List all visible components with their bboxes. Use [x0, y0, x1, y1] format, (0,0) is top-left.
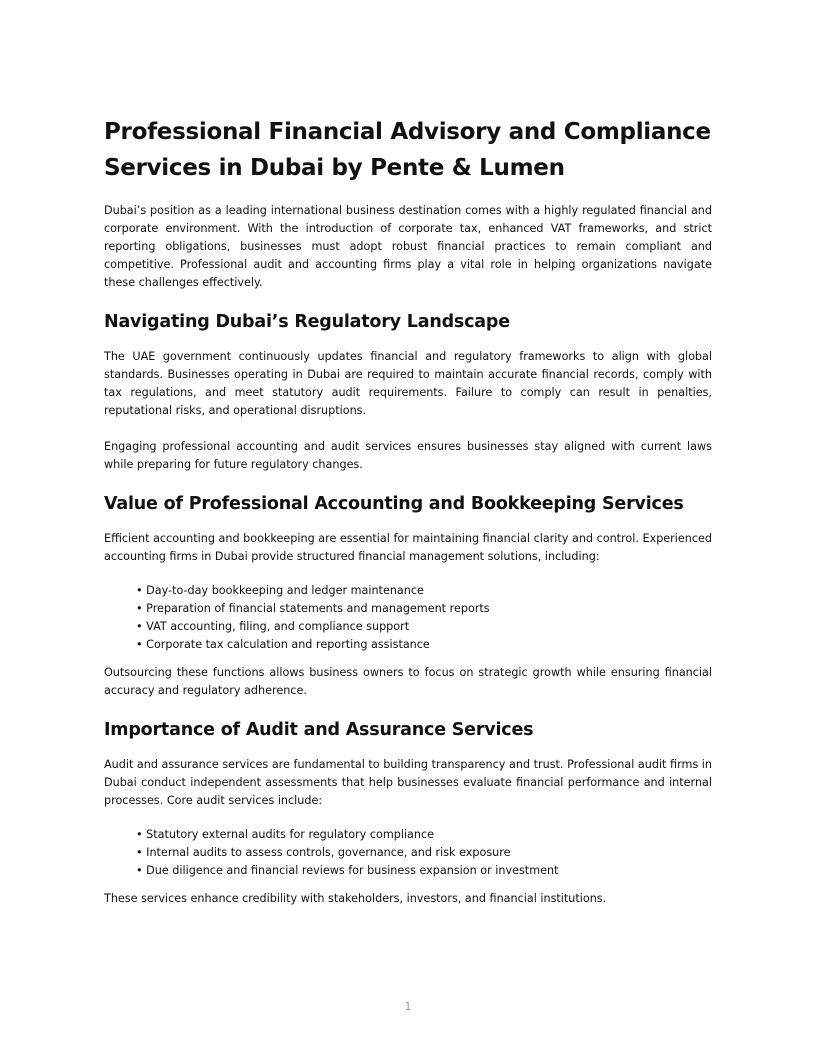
- section-heading: Navigating Dubai’s Regulatory Landscape: [104, 312, 510, 332]
- list-item: • Day-to-day bookkeeping and ledger maintenance: [136, 584, 424, 597]
- list-item: • Due diligence and financial reviews for business expansion or investment: [136, 864, 559, 877]
- bullet-list: [104, 582, 712, 654]
- section-closing-paragraph: Outsourcing these functions allows business owners to focus on strategic growth while ensuring financial accuracy and regulatory adherence.: [104, 666, 712, 697]
- page-number: 1: [404, 1000, 412, 1013]
- section-accounting-bookkeeping: [104, 492, 712, 700]
- section-closing-paragraph: These services enhance credibility with stakeholders, investors, and financial institutions.: [104, 892, 607, 905]
- section-heading: Importance of Audit and Assurance Services: [104, 720, 534, 740]
- list-item: • Internal audits to assess controls, governance, and risk exposure: [136, 846, 511, 859]
- list-item: • Corporate tax calculation and reporting assistance: [136, 638, 430, 651]
- list-item: • Statutory external audits for regulatory compliance: [136, 828, 435, 841]
- section-paragraph: Engaging professional accounting and audit services ensures businesses stay aligned with current laws while preparing for future regulatory changes.: [104, 440, 712, 471]
- section-audit-assurance: [104, 718, 712, 908]
- section-paragraph: Efficient accounting and bookkeeping are essential for maintaining financial clarity and control. Experienced accounting firms in Dubai provide structured financial management solutions, including:: [104, 532, 712, 563]
- section-paragraph: The UAE government continuously updates financial and regulatory frameworks to align with global standards. Businesses operating in Dubai are required to maintain accurate financial records, comply with tax regulations, and meet statutory audit requirements. Failure to comply can result in penalties, reputational risks, and operational disruptions.: [104, 350, 712, 417]
- list-item: • VAT accounting, filing, and compliance support: [136, 620, 410, 633]
- intro-paragraph: Dubai’s position as a leading international business destination comes with a highly regulated financial and corporate environment. With the introduction of corporate tax, enhanced VAT frameworks, and strict reporting obligations, businesses must adopt robust financial practices to remain compliant and competitive. Professional audit and accounting firms play a vital role in helping organizations navigate these challenges effectively.: [104, 204, 712, 289]
- list-item: • Preparation of financial statements and management reports: [136, 602, 490, 615]
- section-heading: Value of Professional Accounting and Bookkeeping Services: [104, 494, 684, 514]
- bullet-list: [104, 826, 712, 880]
- document-page: [104, 114, 712, 926]
- section-regulatory-landscape: [104, 310, 712, 474]
- section-paragraph: Audit and assurance services are fundamental to building transparency and trust. Professional audit firms in Dubai conduct independent assessments that help businesses evaluate financial performance and internal processes. Core audit services include:: [104, 758, 712, 807]
- document-title: Professional Financial Advisory and Compliance Services in Dubai by Pente & Lumen: [104, 119, 711, 181]
